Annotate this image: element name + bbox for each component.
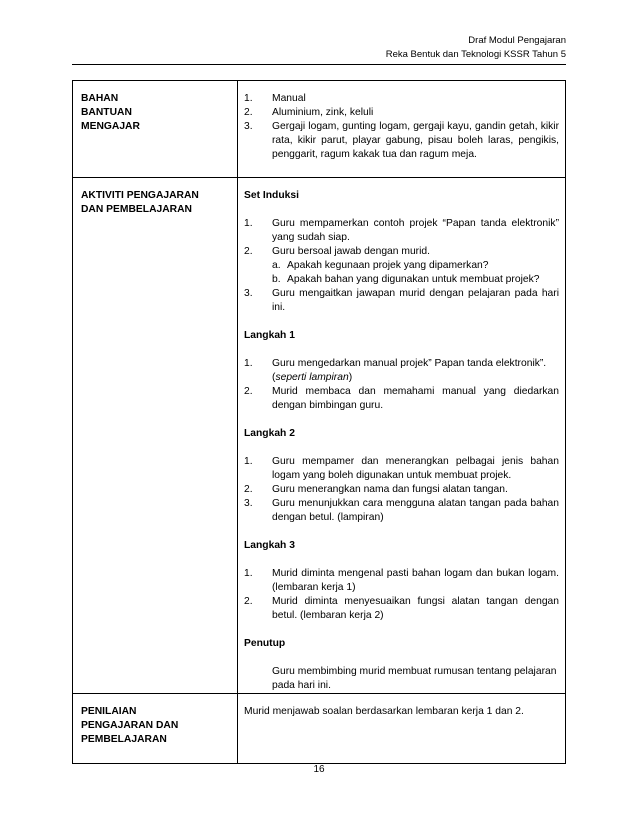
header-rule [72,64,566,65]
header-line-1: Draf Modul Pengajaran [468,35,566,46]
sub-item-text: Apakah bahan yang digunakan untuk membuat projek? [287,274,540,285]
section-title-langkah-2: Langkah 2 [244,428,295,439]
list-item [244,455,559,483]
sub-item-letter: b. [272,274,281,285]
item-number: 3. [244,498,253,509]
section-title-langkah-3: Langkah 3 [244,540,295,551]
penutup-text: Guru membimbing murid membuat rumusan tentang pelajaran pada hari ini. [272,666,557,691]
item-text: Guru mempamerkan contoh projek “Papan tanda elektronik” yang sudah siap. [272,218,559,243]
item-number: 1. [244,218,253,229]
label-penilaian [73,694,238,764]
item-text: Gergaji logam, gunting logam, gergaji kayu, gandin getah, kikir rata, kikir parut, playar gabung, pisau boleh laras, pengikis, penggarit, ragum kakak tua dan ragum meja. [272,121,559,160]
item-text-emphasis: seperti lampiran [275,372,349,383]
section-title-penutup: Penutup [244,638,286,649]
label-aktiviti [73,178,238,694]
header-line-2: Reka Bentuk dan Teknologi KSSR Tahun 5 [385,49,566,60]
content-bahan [238,81,566,178]
label-line: PENGAJARAN DAN [81,720,179,731]
list-item [244,217,559,245]
item-text: Guru menerangkan nama dan fungsi alatan tangan. [272,484,508,495]
sub-list-item [244,273,559,287]
sub-item-letter: a. [272,260,281,271]
item-text: Manual [272,93,306,104]
list-item [244,92,559,106]
item-number: 1. [244,358,253,369]
content-aktiviti [238,178,566,694]
list-item [244,106,559,120]
item-number: 1. [244,568,253,579]
item-number: 1. [244,456,253,467]
sub-item-text: Apakah kegunaan projek yang dipamerkan? [287,260,489,271]
label-line: BAHAN [81,93,119,104]
label-line: DAN PEMBELAJARAN [81,204,192,215]
section-title-langkah-1: Langkah 1 [244,330,295,341]
item-number: 2. [244,596,253,607]
page-header [386,34,566,62]
list-item [244,497,559,525]
label-line: BANTUAN [81,107,132,118]
item-text-part: ) [348,372,353,383]
list-item [244,385,559,413]
row-aktiviti [73,178,566,694]
content-penilaian [238,694,566,764]
row-bahan [73,81,566,178]
section-title-set-induksi: Set Induksi [244,190,299,201]
row-penilaian [73,694,566,764]
item-text: Murid diminta menyesuaikan fungsi alatan tangan dengan betul. (lembaran kerja 2) [272,596,559,621]
list-item [244,483,559,497]
list-item [244,287,559,315]
label-line: PEMBELAJARAN [81,734,167,745]
item-text: Aluminium, zink, keluli [272,107,374,118]
item-text: Guru menunjukkan cara mengguna alatan tangan pada bahan dengan betul. (lampiran) [272,498,559,523]
list-item [244,595,559,623]
item-text: Murid membaca dan memahami manual yang diedarkan dengan bimbingan guru. [272,386,559,411]
list-item [244,245,559,259]
item-text [272,357,559,385]
list-item [244,120,559,162]
lesson-plan-table [72,80,566,764]
item-text-part: Guru mengedarkan manual projek” Papan tanda elektronik”. ( [272,358,547,383]
label-line: AKTIVITI PENGAJARAN [81,190,199,201]
label-bahan [73,81,238,178]
item-text: Guru mengaitkan jawapan murid dengan pelajaran pada hari ini. [272,288,559,313]
sub-list-item [244,259,559,273]
label-line: MENGAJAR [81,121,140,132]
item-number: 2. [244,386,253,397]
item-number: 1. [244,93,253,104]
item-text: Murid diminta mengenal pasti bahan logam dan bukan logam. (lembaran kerja 1) [272,568,559,593]
list-item [244,357,559,385]
list-item [244,567,559,595]
item-number: 2. [244,107,253,118]
penilaian-text: Murid menjawab soalan berdasarkan lembaran kerja 1 dan 2. [244,706,524,717]
item-number: 2. [244,484,253,495]
item-number: 2. [244,246,253,257]
item-text: Guru bersoal jawab dengan murid. [272,246,430,257]
page-number: 16 [313,764,325,775]
label-line: PENILAIAN [81,706,137,717]
item-number: 3. [244,121,253,132]
item-number: 3. [244,288,253,299]
item-text: Guru mempamer dan menerangkan pelbagai jenis bahan logam yang boleh digunakan untuk membuat projek. [272,456,559,481]
